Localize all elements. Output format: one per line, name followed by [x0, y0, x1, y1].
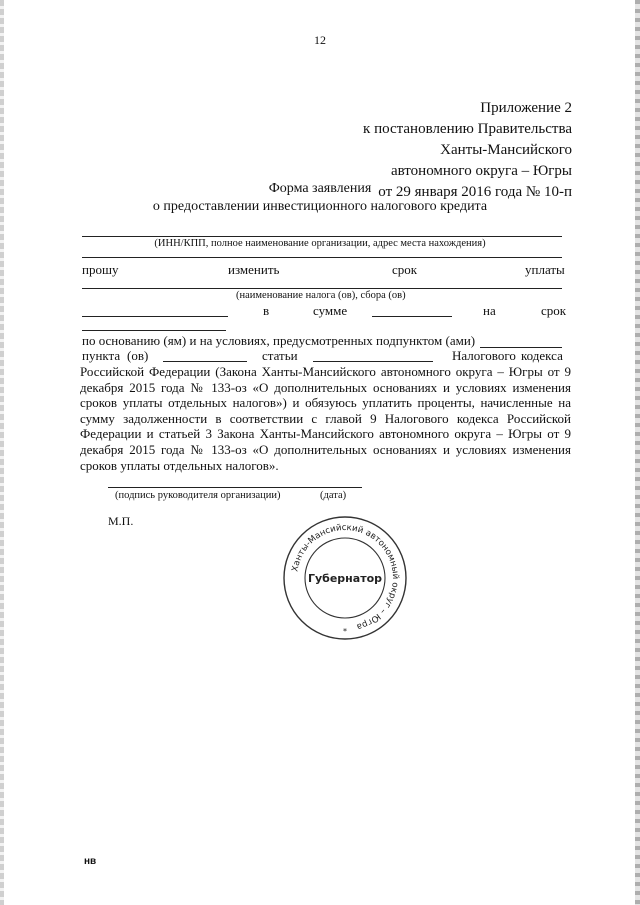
row2-word-3: на	[483, 303, 496, 318]
row2-word-4: срок	[541, 303, 567, 318]
row2-word-1: в	[263, 303, 270, 318]
row2-word-2: сумме	[313, 303, 348, 318]
scan-edge-left	[0, 0, 4, 905]
appendix-line-5: от 29 января 2016 года № 10-п	[378, 184, 572, 200]
org-fill-line-2	[82, 257, 562, 258]
row2-term-line	[82, 330, 226, 331]
tax-caption: (наименование налога (ов), сбора (ов)	[236, 290, 406, 301]
footer-mark: нв	[84, 856, 97, 867]
appendix-line-4: автономного округа – Югры	[390, 163, 572, 179]
form-title-line-2: о предоставлении инвестиционного налогового кредита	[152, 199, 488, 214]
scan-edge-right	[635, 0, 640, 905]
org-caption: (ИНН/КПП, полное наименование организации, адрес места нахождения)	[154, 238, 486, 249]
signature-line	[108, 487, 362, 488]
body-paragraph: Российской Федерации (Закона Ханты-Мансийского автономного округа – Югры от 9 декабря 2015 года № 133-оз «О дополнительных основаниях и условиях изменения сроков уплаты отдельных налогов») и обязуюсь уплатить проценты, начисленные на сумму задолженности в соответствии с главой 9 Налогового кодекса Российской Федерации и статьей 3 Закона Ханты-Мансийского автономного округа – Югры от 9 декабря 2015 года № 133-оз «О дополнительных основаниях и условиях изменения сроков уплаты отдельных налогов».	[80, 364, 571, 473]
signature-caption: (подпись руководителя организации)	[115, 490, 281, 501]
row1-word-4: уплаты	[525, 262, 565, 277]
org-fill-line	[82, 236, 562, 237]
row4-word-3: статьи	[262, 348, 298, 363]
row2-amount-line	[372, 316, 452, 317]
stamp-center-text: Губернатор	[307, 572, 383, 585]
appendix-line-1: Приложение 2	[480, 100, 572, 116]
appendix-line-2: к постановлению Правительства	[363, 121, 572, 137]
row1-word-2: изменить	[228, 262, 280, 277]
form-title	[0, 180, 640, 216]
stamp-star: *	[343, 627, 347, 636]
row3-text: по основанию (ям) и на условиях, предусмотренных подпунктом (ами)	[82, 333, 476, 348]
row4-word-2: (ов)	[127, 348, 149, 363]
row4-word-4: Налогового	[452, 348, 516, 363]
row4-word-1: пункта	[82, 348, 121, 363]
official-stamp	[281, 514, 409, 642]
row4-fill-line-1	[163, 361, 247, 362]
row4-fill-line-2	[313, 361, 433, 362]
page-number: 12	[314, 33, 326, 47]
row2-fill-line-1	[82, 316, 228, 317]
row1-word-1: прошу	[82, 262, 119, 277]
row1-word-3: срок	[392, 262, 418, 277]
appendix-line-3: Ханты-Мансийского	[440, 142, 572, 158]
tax-fill-line	[82, 288, 562, 289]
row4-word-5: кодекса	[521, 348, 563, 363]
seal-place-label: М.П.	[108, 514, 134, 528]
stamp-ring-text: Ханты-Мансийский автономный округ – Югра	[290, 522, 401, 632]
form-title-line-1: Форма заявления	[268, 181, 372, 196]
date-caption: (дата)	[320, 490, 347, 501]
